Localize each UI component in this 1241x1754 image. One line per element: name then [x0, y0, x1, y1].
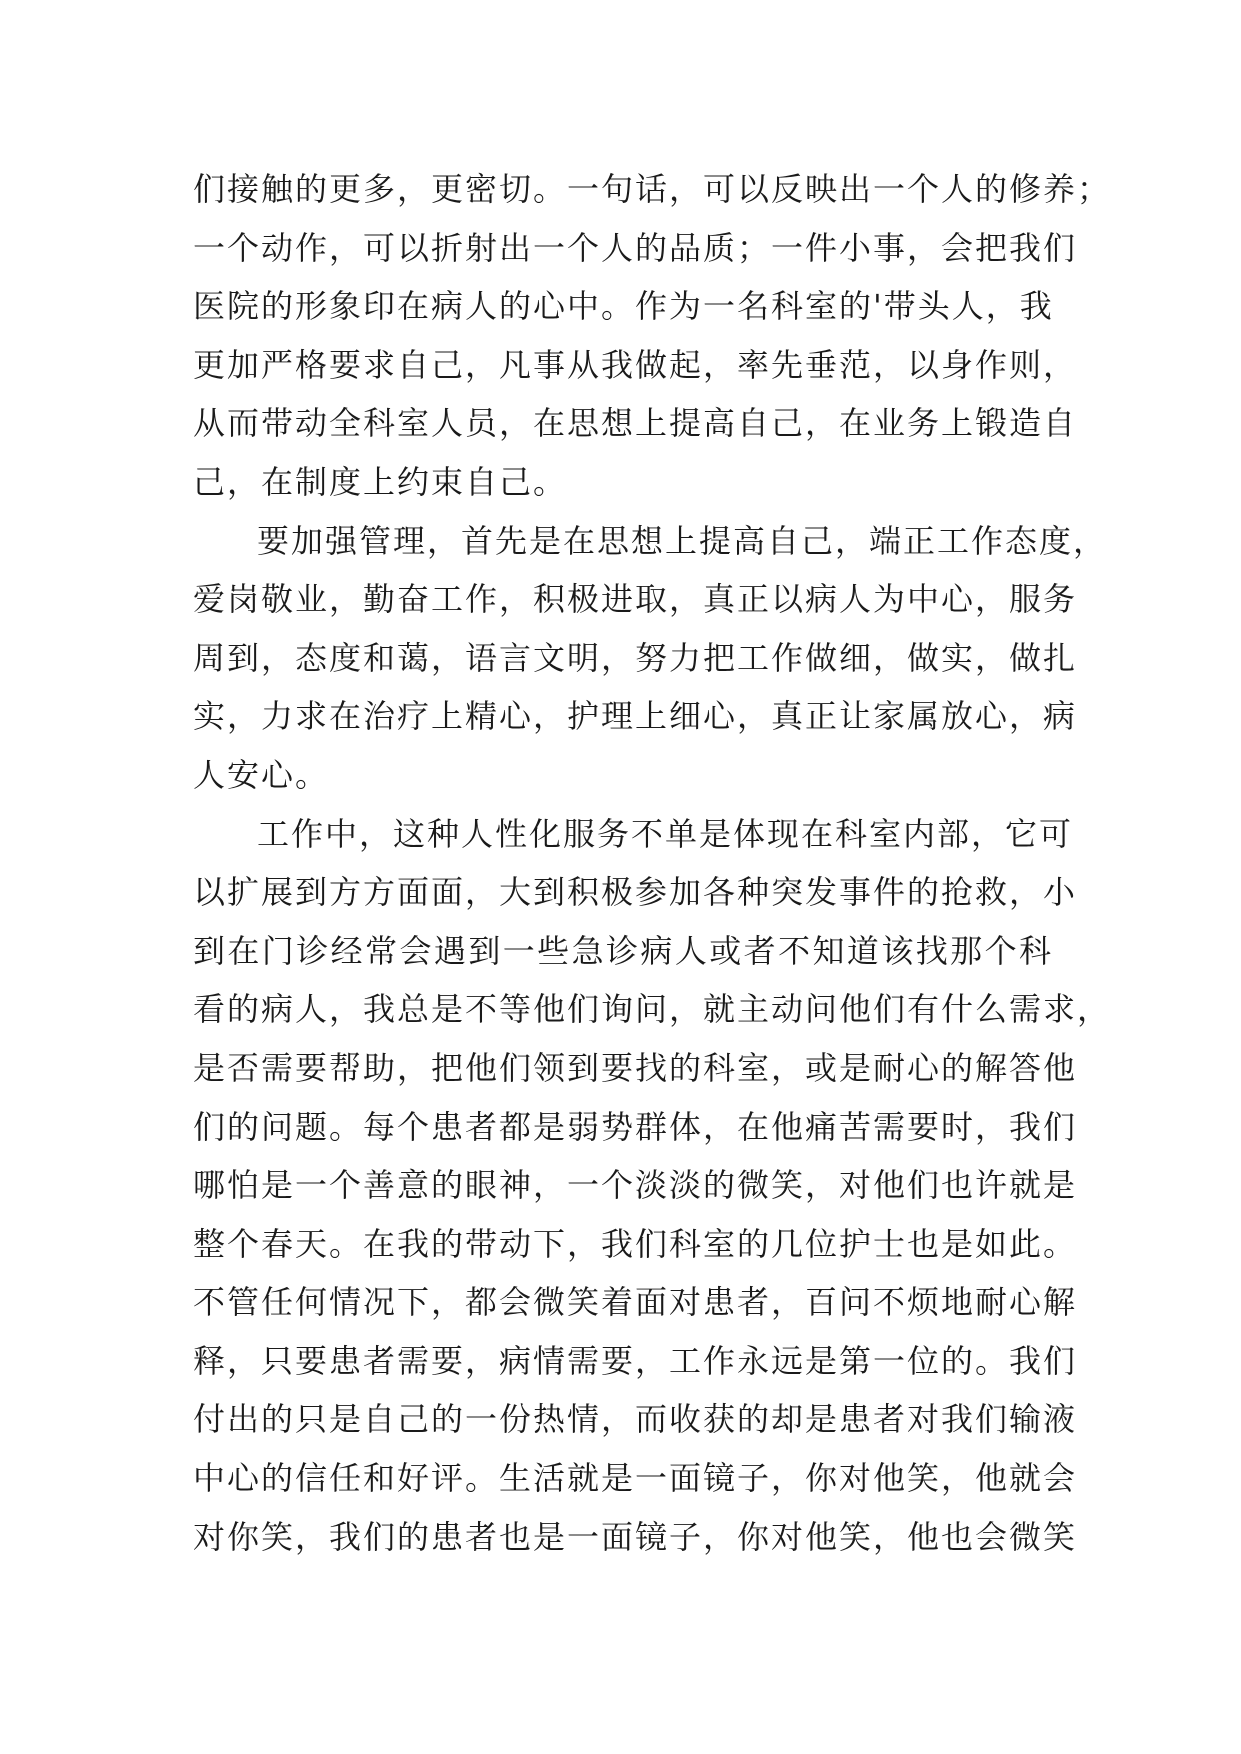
text-line: 更加严格要求自己，凡事从我做起，率先垂范，以身作则，: [193, 345, 1078, 384]
text-line: 人安心。: [193, 755, 330, 794]
text-line: 要加强管理，首先是在思想上提高自己，端正工作态度，: [257, 521, 1108, 560]
text-line: 到在门诊经常会遇到一些急诊病人或者不知道该找那个科: [193, 931, 1053, 970]
text-line: 医院的形象印在病人的心中。作为一名科室的'带头人，我: [193, 287, 1054, 326]
text-line: 对你笑，我们的患者也是一面镜子，你对他笑，他也会微笑: [193, 1517, 1078, 1556]
text-line: 释，只要患者需要，病情需要，工作永远是第一位的。我们: [193, 1341, 1078, 1380]
text-line: 看的病人，我总是不等他们询问，就主动问他们有什么需求，: [193, 990, 1112, 1029]
body-text: [193, 160, 1112, 1566]
text-line: 中心的信任和好评。生活就是一面镜子，你对他笑，他就会: [193, 1459, 1078, 1498]
text-line: 从而带动全科室人员，在思想上提高自己，在业务上锻造自: [193, 404, 1078, 443]
text-line: 一个动作，可以折射出一个人的品质；一件小事，会把我们: [193, 228, 1078, 267]
text-line: 工作中，这种人性化服务不单是体现在科室内部，它可: [257, 814, 1074, 853]
text-line: 是否需要帮助，把他们领到要找的科室，或是耐心的解答他: [193, 1048, 1078, 1087]
text-line: 周到，态度和蔼，语言文明，努力把工作做细，做实，做扎: [193, 638, 1078, 677]
text-line: 爱岗敬业，勤奋工作，积极进取，真正以病人为中心，服务: [193, 580, 1078, 619]
text-line: 整个春天。在我的带动下，我们科室的几位护士也是如此。: [193, 1224, 1078, 1263]
text-line: 己，在制度上约束自己。: [193, 462, 568, 501]
text-line: 以扩展到方方面面，大到积极参加各种突发事件的抢救，小: [193, 873, 1078, 912]
text-line: 实，力求在治疗上精心，护理上细心，真正让家属放心，病: [193, 697, 1078, 736]
text-line: 付出的只是自己的一份热情，而收获的却是患者对我们输液: [193, 1400, 1078, 1439]
text-line: 们的问题。每个患者都是弱势群体，在他痛苦需要时，我们: [193, 1107, 1078, 1146]
text-line: 哪怕是一个善意的眼神，一个淡淡的微笑，对他们也许就是: [193, 1166, 1078, 1205]
text-line: 们接触的更多，更密切。一句话，可以反映出一个人的修养；: [193, 170, 1112, 208]
text-line: 不管任何情况下，都会微笑着面对患者，百问不烦地耐心解: [193, 1283, 1078, 1322]
